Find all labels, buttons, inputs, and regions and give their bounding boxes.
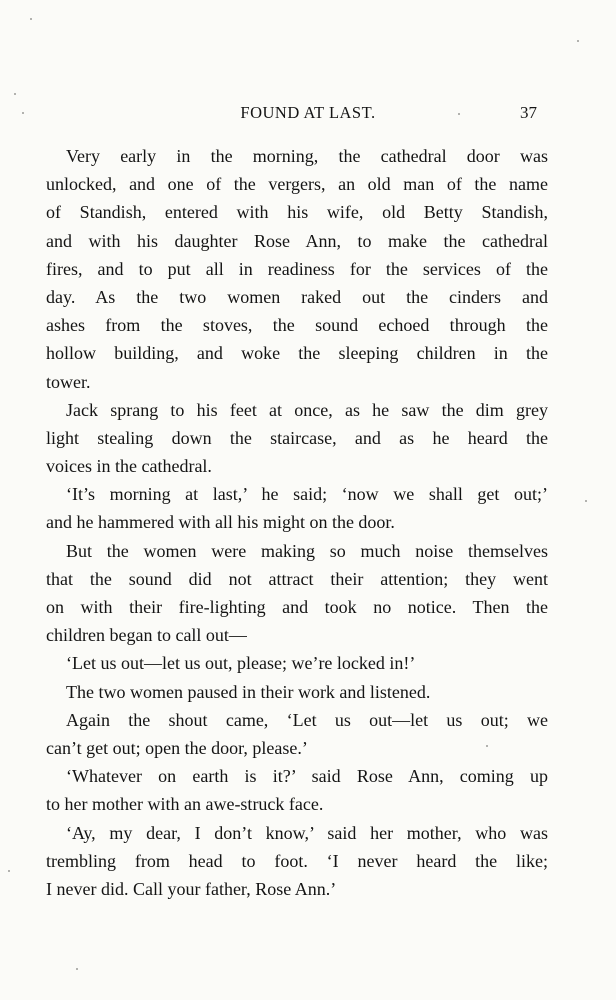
text-line: Very early in the morning, the cathedral door was	[66, 146, 548, 166]
page-number: 37	[520, 103, 537, 122]
body-text	[46, 142, 548, 903]
text-line: trembling from head to foot. ‘I never heard the like;	[46, 850, 548, 871]
text-line: ‘Ay, my dear, I don’t know,’ said her mother, who was	[66, 822, 548, 843]
text-line: voices in the cathedral.	[46, 456, 212, 477]
text-line: fires, and to put all in readiness for the services of the	[46, 258, 548, 279]
text-line: Again the shout came, ‘Let us out—let us out; we	[66, 709, 548, 730]
page-header	[0, 103, 616, 129]
print-speck	[577, 40, 579, 42]
text-line: I never did. Call your father, Rose Ann.’	[46, 878, 337, 899]
text-line: of Standish, entered with his wife, old Betty Standish,	[46, 202, 548, 223]
text-line: The two women paused in their work and listened.	[66, 681, 431, 702]
text-line: ‘Let us out—let us out, please; we’re locked in!’	[66, 653, 416, 674]
print-speck	[30, 18, 32, 20]
text-line: on with their fire-lighting and took no notice. Then the	[46, 597, 548, 617]
print-speck	[14, 93, 16, 95]
text-line: But the women were making so much noise themselves	[66, 540, 548, 561]
print-speck	[585, 500, 587, 502]
text-line: and with his daughter Rose Ann, to make the cathedral	[46, 230, 548, 251]
text-line: tower.	[46, 371, 91, 392]
text-line: light stealing down the staircase, and as he heard the	[46, 427, 548, 448]
running-head: FOUND AT LAST.	[240, 103, 376, 122]
text-line: can’t get out; open the door, please.’	[46, 737, 308, 758]
text-line: and he hammered with all his might on the door.	[46, 512, 395, 533]
print-speck	[8, 870, 10, 872]
text-line: Jack sprang to his feet at once, as he saw the dim grey	[66, 399, 548, 420]
text-line: day. As the two women raked out the cinders and	[46, 286, 548, 307]
text-line: ‘Whatever on earth is it?’ said Rose Ann, coming up	[66, 766, 548, 787]
text-line: children began to call out—	[46, 625, 247, 646]
text-line: to her mother with an awe-struck face.	[46, 794, 324, 815]
text-line: hollow building, and woke the sleeping children in the	[46, 343, 548, 364]
text-line: unlocked, and one of the vergers, an old man of the name	[46, 174, 548, 195]
text-line: ashes from the stoves, the sound echoed through the	[46, 315, 548, 336]
print-speck	[76, 968, 78, 970]
text-line: that the sound did not attract their attention; they went	[46, 568, 548, 589]
text-line: ‘It’s morning at last,’ he said; ‘now we shall get out;’	[66, 484, 548, 505]
